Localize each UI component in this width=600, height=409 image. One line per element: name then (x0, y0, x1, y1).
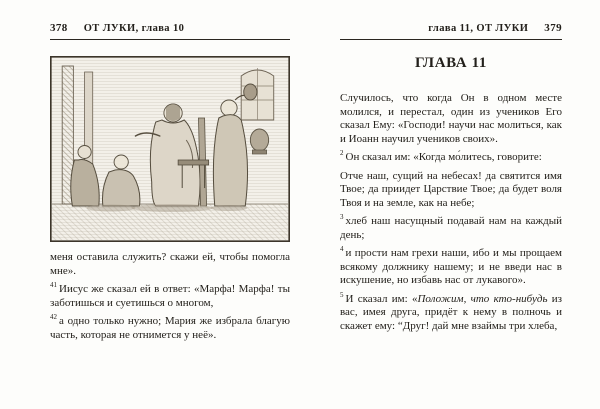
left-page-number: 378 (50, 22, 68, 34)
chapter-title: ГЛАВА 11 (415, 55, 487, 71)
left-page-header (50, 22, 290, 34)
verse-paragraph (340, 92, 562, 146)
verse-paragraph (50, 283, 290, 310)
verse-paragraph (340, 151, 562, 165)
right-running-title: глава 11, ОТ ЛУКИ (428, 23, 529, 34)
verse-text: Случилось, что когда Он в одном месте молился, и перестал, один из учеников Его сказал Ему: «Господи! научи нас молиться, как и Иоанн научил учеников своих». (340, 92, 562, 145)
verse-text: Он сказал им: «Когда мо́литесь, говорите: (345, 151, 542, 163)
left-page-text (50, 251, 290, 347)
right-page-text (340, 92, 562, 338)
verse-text: Отче наш, сущий на небесах! да святится имя Твое; да приидет Царствие Твое; да будет воля Твоя и на земле, как на небе; (340, 169, 562, 209)
verse-text: хлеб наш насущный подавай нам на каждый день; (340, 215, 562, 241)
verse-paragraph (340, 170, 562, 211)
verse-number: 3 (340, 213, 344, 222)
verse-paragraph (340, 290, 562, 334)
verse-text: и прости нам грехи наши, ибо и мы прощаем всякому должнику нашему; и не введи нас в искушение, но избавь нас от лукавого». (340, 247, 562, 286)
verse-number: 5 (340, 290, 344, 299)
right-page (340, 22, 562, 409)
verse-text: И сказал им: « (345, 292, 418, 305)
verse-text: из вас, имея друга, придёт к нему в полночь и скажет ему: “Друг! дай мне взаймы три хлеба, (340, 292, 562, 332)
verse-paragraph (50, 251, 290, 278)
verse-number: 4 (340, 245, 344, 254)
verse-text: Иисус же сказал ей в ответ: «Марфа! Марфа! ты заботишься и суетишься о многом, (50, 283, 290, 309)
verse-number: 42 (50, 313, 57, 322)
verse-paragraph (340, 247, 562, 288)
engraving-illustration (50, 56, 290, 242)
left-header-rule (50, 39, 290, 40)
right-page-number: 379 (544, 22, 562, 34)
verse-text: меня оставила служить? скажи ей, чтобы помогла мне». (50, 251, 290, 277)
verse-number: 2 (340, 149, 344, 158)
verse-number: 41 (50, 281, 57, 290)
verse-text: а одно только нужно; Мария же избрала благую часть, которая не отнимется у неё». (50, 315, 290, 341)
right-page-header (340, 22, 562, 34)
left-page (50, 22, 290, 409)
verse-paragraph (50, 315, 290, 342)
right-header-rule (340, 39, 562, 40)
verse-paragraph (340, 215, 562, 242)
verse-text: Положим, что кто-нибудь (417, 292, 548, 305)
left-running-title: ОТ ЛУКИ, глава 10 (83, 23, 185, 34)
